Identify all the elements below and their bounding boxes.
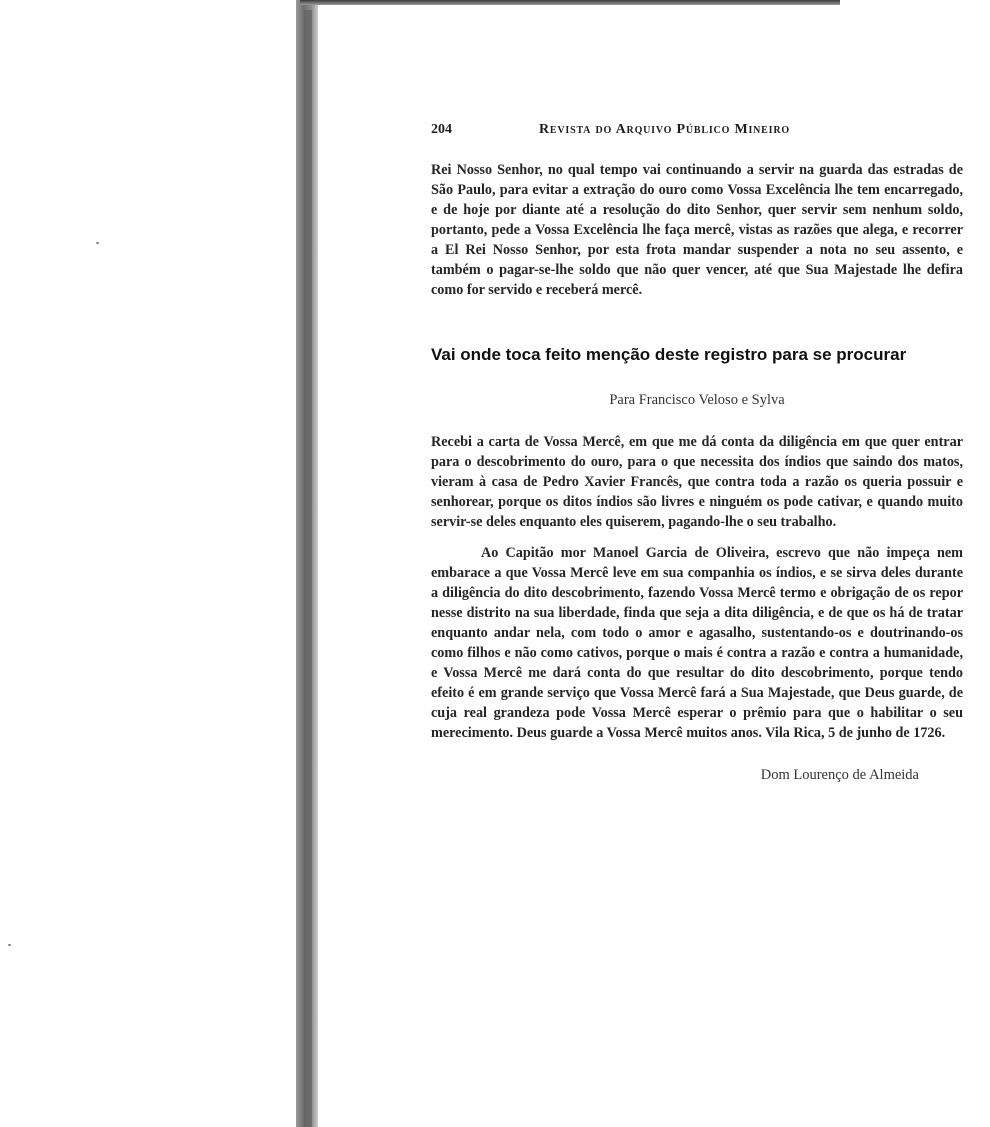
letter-paragraph: Recebi a carta de Vossa Mercê, em que me dá conta da diligência em que quer entrar para o descobrimento do ouro, para o que necessita dos índios que saindo dos matos, vieram à casa de Pedro Xavier Francês, que contra toda a razão os queria possuir e senhorear, porque os ditos índios são livres e ninguém os pode cativar, e quando muito servir-se deles enquanto eles quiserem, pagando-lhe o seu trabalho. [431, 434, 963, 530]
letter-signature: Dom Lourenço de Almeida [760, 767, 919, 783]
page-top-edge [300, 0, 840, 5]
scan-speck [96, 242, 99, 244]
book-binding-shadow [304, 10, 312, 1127]
letter-addressee: Para Francisco Veloso e Sylva [609, 392, 785, 408]
running-head [431, 118, 963, 144]
scan-speck [8, 944, 11, 946]
journal-title: Revista do Arquivo Público Mineiro [539, 122, 790, 137]
document-page [431, 118, 963, 785]
page-number: 204 [431, 122, 452, 137]
letter-paragraph: Ao Capitão mor Manoel Garcia de Oliveira, escrevo que não impeça nem embarace a que Vossa Mercê leve em sua companhia os índios, e se sirva deles durante a diligência do dito descobrimento, fazendo Vossa Mercê termo e obrigação de os repor nesse distrito na sua liberdade, finda que seja a dita diligência, e de que os há de tratar enquanto andar nela, com todo o amor e agasalho, sustentando-os e doutrinando-os como filhos e não como cativos, porque o mais é contra a razão e contra a humanidade, e Vossa Mercê me dará conta do que resultar do dito descobrimento, porque tendo efeito é em grande serviço que Vossa Mercê fará a Sua Majestade, que Deus guarde, de cuja real grandeza pode Vossa Mercê esperar o prêmio para que o habilitar o seu merecimento. Deus guarde a Vossa Mercê muitos anos. Vila Rica, 5 de junho de 1726. [431, 545, 963, 741]
section-heading: Vai onde toca feito menção deste registro para se procurar [431, 345, 907, 364]
body-paragraph: Rei Nosso Senhor, no qual tempo vai continuando a servir na guarda das estradas de São Paulo, para evitar a extração do ouro como Vossa Excelência lhe tem encarregado, e de hoje por diante até a resolução do dito Senhor, quer servir sem nenhum soldo, portanto, pede a Vossa Excelência lhe faça mercê, vistas as razões que alega, e recorrer a El Rei Nosso Senhor, por esta frota mandar suspender a nota no seu assento, e também o pagar-se-lhe soldo que não quer vencer, até que Sua Majestade lhe defira como for servido e receberá mercê. [431, 162, 963, 298]
